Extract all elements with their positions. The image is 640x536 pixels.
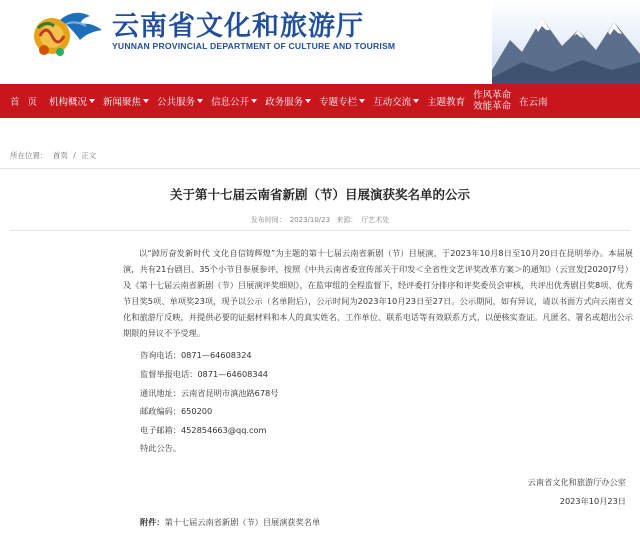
nav-item-theme-education[interactable] (423, 84, 469, 118)
nav-label: 政务服务 (265, 97, 304, 108)
nav-label: 主题教育 (427, 97, 466, 108)
site-header (0, 0, 640, 84)
article-title: 关于第十七届云南省新剧（节）目展演获奖名单的公示 (169, 187, 470, 202)
breadcrumb-home-link[interactable]: 首页 (52, 151, 68, 160)
nav-item-topics[interactable] (315, 84, 369, 118)
nav-item-info-disclosure[interactable] (207, 84, 261, 118)
mailing-address: 通讯地址：云南省昆明市滇池路678号 (140, 388, 279, 398)
nav-label: 公共服务 (157, 97, 196, 108)
breadcrumb (10, 150, 99, 161)
caret-down-icon (251, 99, 257, 103)
nav-item-interaction[interactable] (369, 84, 423, 118)
snow-mountain-banner-icon (492, 0, 640, 84)
date-label: 发布时间： (250, 216, 286, 224)
nav-item-style-revolution[interactable] (469, 84, 515, 118)
nav-label: 专题专栏 (319, 97, 358, 108)
breadcrumb-prefix: 所在位置： (10, 151, 48, 160)
nav-label: 互动交流 (373, 97, 412, 108)
email-address: 电子邮箱：452854663@qq.com (140, 425, 267, 435)
nav-item-in-yunnan[interactable]: 在云南 (519, 97, 548, 108)
nav-home[interactable]: 首页 (10, 97, 46, 108)
meta-divider (10, 230, 630, 231)
caret-down-icon (143, 99, 149, 103)
caret-down-icon (197, 99, 203, 103)
nav-label: 新闻聚焦 (103, 97, 142, 108)
attachment-link[interactable]: 第十七届云南省新剧（节）目展演获奖名单 (164, 517, 321, 527)
nav-label: 机构概况 (49, 97, 88, 108)
site-title-en: YUNNAN PROVINCIAL DEPARTMENT OF CULTURE AND TOURISM (112, 41, 396, 51)
main-nav (0, 84, 640, 118)
nav-label-line2: 效能革命 (473, 101, 512, 112)
postal-code: 邮政编码：650200 (140, 406, 213, 416)
nav-item-news[interactable] (99, 84, 153, 118)
site-title-cn: 云南省文化和旅游厅 (112, 11, 364, 42)
caret-down-icon (305, 99, 311, 103)
nav-item-public-service[interactable] (153, 84, 207, 118)
source-label: 来源： (336, 216, 358, 224)
signature-organization: 云南省文化和旅游厅办公室 (527, 477, 626, 487)
nav-label-line1: 作风革命 (473, 90, 512, 101)
publish-date: 2023/10/23 (289, 216, 331, 224)
breadcrumb-divider (0, 168, 640, 169)
attachment-label: 附件： (140, 517, 165, 527)
nav-item-gov-service[interactable] (261, 84, 315, 118)
article-source: 厅艺术处 (361, 216, 390, 224)
report-phone: 监督举报电话：0871—64608344 (140, 369, 269, 379)
department-logo-icon[interactable] (30, 6, 106, 58)
caret-down-icon (359, 99, 365, 103)
closing-note: 特此公告。 (140, 443, 181, 453)
nav-label: 信息公开 (211, 97, 250, 108)
consult-phone: 咨询电话：0871—64608324 (140, 350, 252, 360)
article-meta (0, 215, 640, 225)
attachment (140, 517, 320, 528)
signature-date: 2023年10月23日 (559, 496, 626, 506)
breadcrumb-separator: / (73, 151, 76, 160)
nav-item-institution[interactable] (45, 84, 99, 118)
breadcrumb-current: 正文 (81, 151, 97, 160)
caret-down-icon (413, 99, 419, 103)
article-body: 以“踔厉奋发新时代 文化自信铸辉煌”为主题的第十七届云南省新剧（节）目展演，于2023年10月8日至10月20日在昆明举办。本届展演，共有21台剧目、35个小节目参展参评，按照《中共云南省委宣传部关于印发＜全省性文艺评奖改革方案＞的通知》（云宣发[2020]7号）及《第十七届云南省新剧（节）目展演评奖细则》，在监审组的全程监督下，经评委打分排序和评奖委员会审核，共评出优秀剧目奖8项、优秀节目奖5项、单项奖23项，现予以公示（名单附后），公示时间为2023年10月23日至27日。公示期间，如有异议，请以书面方式向云南省文化和旅游厅反映，并提供必要的证据材料和本人的真实姓名、工作单位、联系电话等有效联系方式，以便核实查证。凡匿名、署名或超出公示期限的异议不予受理。 (123, 248, 633, 339)
caret-down-icon (89, 99, 95, 103)
